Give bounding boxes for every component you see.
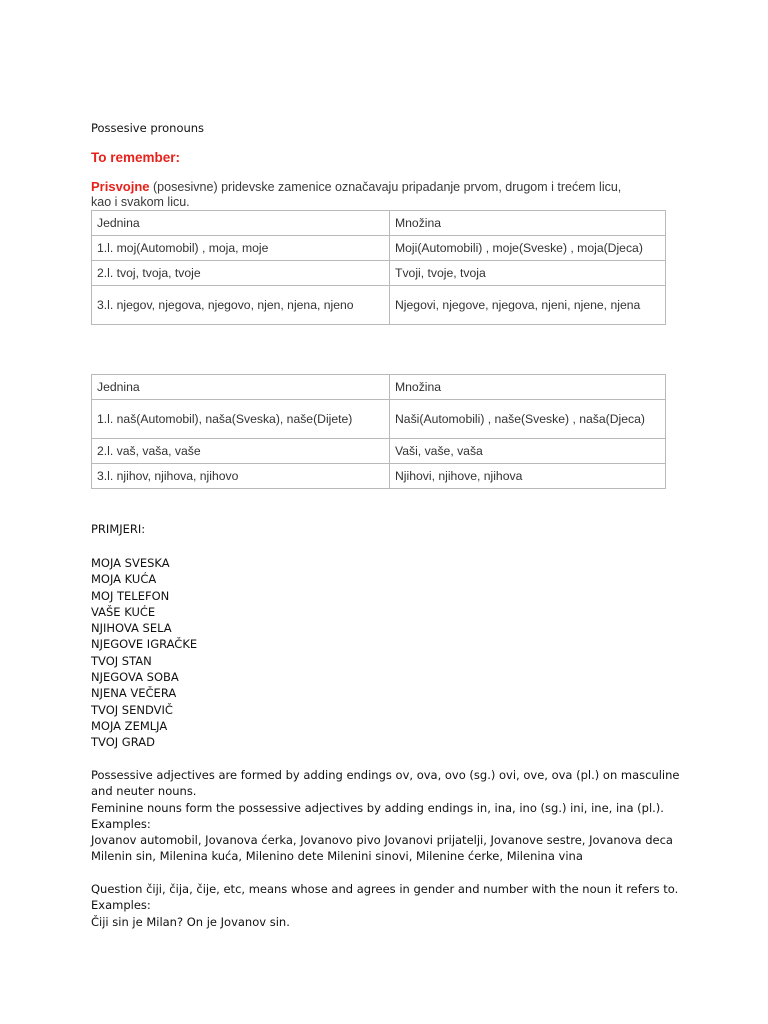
table-cell: Moji(Automobili) , moje(Sveske) , moja(Djeca) — [390, 236, 666, 261]
paragraph-line: Jovanov automobil, Jovanova ćerka, Jovanovo pivo Jovanovi prijatelji, Jovanove sestre, Jovanova deca — [91, 833, 673, 848]
paragraph-line: Examples: — [91, 898, 151, 913]
list-item: TVOJ GRAD — [91, 735, 155, 750]
paragraph-line: Čiji sin je Milan? On je Jovanov sin. — [91, 914, 290, 929]
intro-line-1 — [91, 179, 676, 195]
list-item: NJEGOVA SOBA — [91, 670, 179, 685]
intro-text — [91, 179, 676, 210]
table-cell: Tvoji, tvoje, tvoja — [390, 261, 666, 286]
paragraph-line: Question čiji, čija, čije, etc, means whose and agrees in gender and number with the noun it refers to. — [91, 882, 679, 896]
list-item: VAŠE KUĆE — [91, 604, 156, 619]
list-item: NJENA VEČERA — [91, 686, 177, 701]
paragraph-line: Examples: — [91, 816, 151, 831]
table-row — [92, 261, 666, 286]
table-cell: 3.l. njihov, njihova, njihovo — [92, 464, 390, 489]
table-row — [92, 439, 666, 464]
examples-heading: PRIMJERI: — [91, 522, 146, 536]
list-item: NJEGOVE IGRAČKE — [91, 637, 198, 652]
possessive-adjectives-paragraph — [91, 767, 691, 865]
paragraph-line: Feminine nouns form the possessive adjectives by adding endings in, ina, ino (sg.) ini, ine, ina (pl.). — [91, 800, 664, 815]
table-row — [92, 400, 666, 439]
table-row — [92, 464, 666, 489]
to-remember-heading: To remember: — [91, 150, 181, 165]
table-cell: 2.l. vaš, vaša, vaše — [92, 439, 390, 464]
list-item: MOJA ZEMLJA — [91, 718, 168, 733]
list-item: TVOJ SENDVIČ — [91, 702, 173, 717]
list-item: MOJA SVESKA — [91, 556, 170, 570]
table-cell: Njihovi, njihove, njihova — [390, 464, 666, 489]
table-cell: 3.l. njegov, njegova, njegovo, njen, njena, njeno — [92, 286, 390, 325]
singular-plural-table-2 — [91, 374, 666, 489]
table-row — [92, 236, 666, 261]
table-header-cell: Množina — [390, 211, 666, 236]
intro-line-1-text: (posesivne) pridevske zamenice označavaju pripadanje prvom, drugom i trećem licu, — [149, 180, 622, 194]
table-header-row — [92, 211, 666, 236]
list-item: MOJ TELEFON — [91, 588, 170, 603]
page-title: Possesive pronouns — [91, 121, 205, 135]
examples-list — [91, 555, 197, 751]
table-cell: 1.l. moj(Automobil) , moja, moje — [92, 236, 390, 261]
list-item: MOJA KUĆA — [91, 572, 157, 587]
table-cell: Vaši, vaše, vaša — [390, 439, 666, 464]
table-header-cell: Jednina — [92, 375, 390, 400]
paragraph-line: Possessive adjectives are formed by adding endings ov, ova, ovo (sg.) ovi, ove, ova (pl.) on masculine — [91, 768, 680, 782]
table-header-row — [92, 375, 666, 400]
table-cell: Naši(Automobili) , naše(Sveske) , naša(Djeca) — [390, 400, 666, 439]
table-cell: 2.l. tvoj, tvoja, tvoje — [92, 261, 390, 286]
intro-line-2: kao i svakom licu. — [91, 195, 190, 209]
table-cell: 1.l. naš(Automobil), naša(Sveska), naše(Dijete) — [92, 400, 390, 439]
question-paragraph — [91, 881, 691, 930]
table-row — [92, 286, 666, 325]
table-header-cell: Jednina — [92, 211, 390, 236]
table-header-cell: Množina — [390, 375, 666, 400]
table-cell: Njegovi, njegove, njegova, njeni, njene, njena — [390, 286, 666, 325]
singular-plural-table-1 — [91, 210, 666, 325]
intro-highlight: Prisvojne — [91, 179, 150, 194]
paragraph-line: Milenin sin, Milenina kuća, Milenino dete Milenini sinovi, Milenine ćerke, Milenina vina — [91, 849, 583, 864]
list-item: NJIHOVA SELA — [91, 621, 172, 636]
list-item: TVOJ STAN — [91, 653, 152, 668]
paragraph-line: and neuter nouns. — [91, 784, 197, 799]
